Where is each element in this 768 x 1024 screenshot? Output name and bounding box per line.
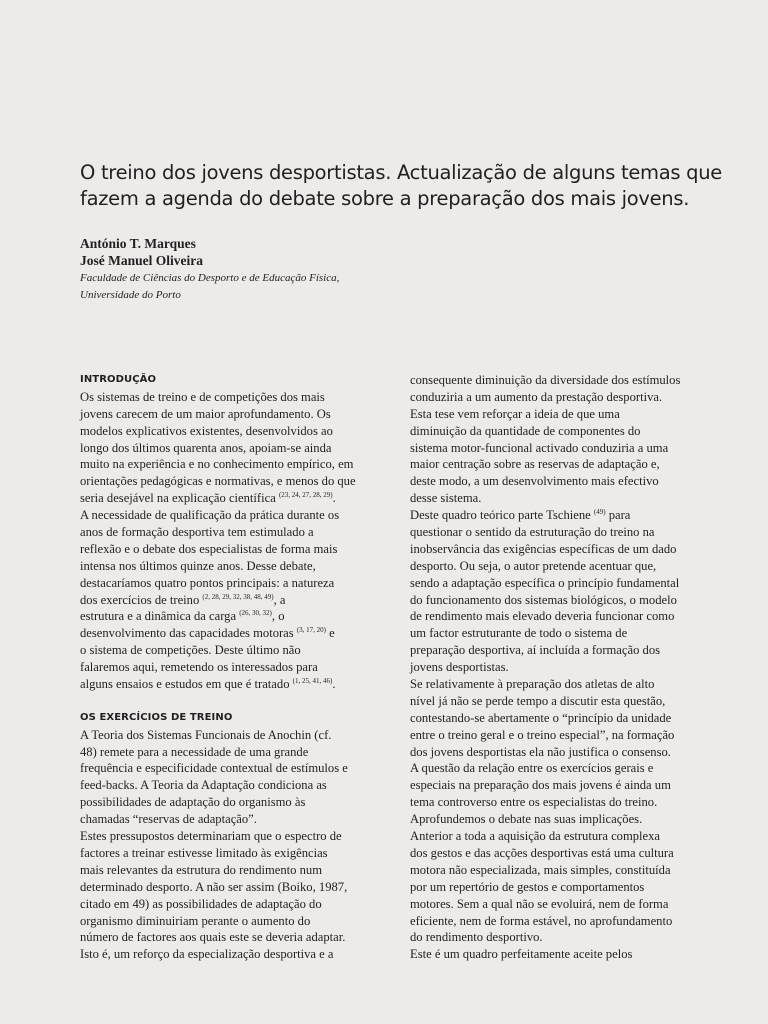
text-line-body: sendo a adaptação específica o princípio fundamental: [410, 575, 680, 590]
text-line: [410, 659, 730, 676]
text-line-body: anos de formação desportiva tem estimulado a: [80, 525, 314, 540]
text-line: [80, 811, 400, 828]
text-line-body: A questão da relação entre os exercícios gerais e: [410, 761, 654, 776]
text-line-body: citado em 49) as possibilidades de adaptação do: [80, 896, 322, 911]
text-line: [80, 423, 400, 440]
text-line: [80, 456, 400, 473]
text-line-body: nível já não se perde tempo a discutir esta questão,: [410, 693, 666, 708]
text-line-body: Esta tese vem reforçar a ideia de que uma: [410, 406, 620, 421]
text-line: [410, 727, 730, 744]
text-line-body: desse sistema.: [410, 491, 482, 506]
text-line-body: por um repertório de gestos e comportamentos: [410, 879, 645, 894]
text-line-body: desporto. Ou seja, o autor pretende acentuar que,: [410, 558, 657, 573]
citation-reference: (2, 28, 29, 32, 38, 48, 49): [202, 592, 274, 601]
text-line: [410, 777, 730, 794]
title-line: fazem a agenda do debate sobre a preparação dos mais jovens.: [80, 187, 690, 210]
text-line-body: chamadas “reservas de adaptação”.: [80, 812, 257, 827]
text-line: [410, 372, 730, 389]
text-line: [410, 862, 730, 879]
text-line: [410, 389, 730, 406]
paragraph-gap: [80, 693, 400, 710]
text-line-body: Estes pressupostos determinariam que o espectro de: [80, 829, 342, 844]
article-title: [80, 160, 740, 212]
text-line-body: desenvolvimento das capacidades motoras: [80, 626, 297, 641]
text-line: [410, 490, 730, 507]
affiliation-line: Faculdade de Ciências do Desporto e de Educação Física,: [80, 272, 340, 284]
text-line: [410, 946, 730, 963]
text-line: [80, 828, 400, 845]
text-line: [410, 456, 730, 473]
text-line-body: estrutura e a dinâmica da carga: [80, 609, 240, 624]
text-line-body: o sistema de competições. Deste último não: [80, 643, 301, 658]
left-column: [80, 372, 400, 963]
text-line: [80, 406, 400, 423]
text-line-tail: , a: [273, 592, 286, 607]
text-line: [80, 608, 400, 625]
text-line: [410, 524, 730, 541]
text-line: [80, 862, 400, 879]
text-line-body: longo dos últimos quarenta anos, apoiam-se ainda: [80, 440, 332, 455]
text-line-tail: .: [332, 677, 336, 692]
text-line-body: contestando-se abertamente o “princípio da unidade: [410, 710, 672, 725]
text-line: [80, 524, 400, 541]
text-line: [80, 845, 400, 862]
text-line-body: conduziria a um aumento da prestação desportiva.: [410, 389, 663, 404]
citation-reference: (23, 24, 27, 28, 29): [278, 491, 333, 500]
text-line-body: factores a treinar estivesse limitado às exigências: [80, 845, 328, 860]
text-line-body: mais relevantes da estrutura do rendimento num: [80, 862, 323, 877]
text-line-body: Isto é, um reforço da especialização desportiva e a: [80, 947, 334, 962]
text-line-body: destacaríamos quatro pontos principais: a natureza: [80, 575, 335, 590]
text-line: [80, 744, 400, 761]
text-line: [410, 879, 730, 896]
text-line-body: determinado desporto. A não ser assim (Boiko, 1987,: [80, 879, 348, 894]
text-line-tail: .: [332, 491, 336, 506]
text-line: [80, 592, 400, 609]
text-line: [410, 558, 730, 575]
text-line: [410, 693, 730, 710]
text-line: [410, 710, 730, 727]
text-line: [410, 592, 730, 609]
text-line-body: seria desejável na explicação científica: [80, 491, 279, 506]
text-line-body: sistema motor-funcional activado conduziria a uma: [410, 440, 669, 455]
text-line: [410, 929, 730, 946]
text-line-body: A necessidade de qualificação da prática durante os: [80, 508, 340, 523]
text-line: [80, 575, 400, 592]
text-line-tail: , o: [271, 609, 285, 624]
text-line-body: dos jovens desportistas ela não justifica o consenso.: [410, 744, 671, 759]
text-line: [80, 727, 400, 744]
text-line-body: do rendimento desportivo.: [410, 930, 543, 945]
text-line-body: dos exercícios de treino: [80, 592, 203, 607]
citation-reference: (1, 25, 41, 46): [292, 677, 333, 686]
affiliation: [80, 270, 500, 304]
text-line-body: motores. Sem a qual não se evoluirá, nem de forma: [410, 896, 669, 911]
text-line: [80, 507, 400, 524]
text-line-body: jovens desportistas.: [410, 660, 509, 675]
text-line: [410, 828, 730, 845]
title-line: O treino dos jovens desportistas. Actualização de alguns temas que: [80, 161, 722, 184]
text-line-body: Aprofundemos o debate nas suas implicações.: [410, 812, 643, 827]
text-line: [410, 507, 730, 524]
text-line-body: intensa nos últimos quinze anos. Desse debate,: [80, 558, 316, 573]
section-heading: OS EXERCÍCIOS DE TREINO: [80, 711, 233, 723]
text-line: [410, 406, 730, 423]
text-line: [410, 896, 730, 913]
text-line: [80, 777, 400, 794]
text-line: [80, 946, 400, 963]
text-line-tail: para: [605, 508, 631, 523]
text-line: [410, 575, 730, 592]
text-line-body: Este é um quadro perfeitamente aceite pelos: [410, 947, 633, 962]
text-line-body: jovens carecem de um maior aprofundamento. Os: [80, 406, 331, 421]
text-line-body: Deste quadro teórico parte Tschiene: [410, 508, 594, 523]
text-line: [80, 389, 400, 406]
right-column: [410, 372, 730, 963]
text-line-body: reflexão e o debate dos especialistas de forma mais: [80, 541, 338, 556]
author-name: António T. Marques: [80, 236, 196, 251]
text-line-body: possibilidades de adaptação do organismo às: [80, 795, 306, 810]
text-line: [410, 625, 730, 642]
text-line-body: Anterior a toda a aquisição da estrutura complexa: [410, 829, 661, 844]
citation-reference: (26, 30, 32): [239, 609, 272, 618]
text-line-body: modelos explicativos existentes, desenvolvidos ao: [80, 423, 333, 438]
affiliation-line: Universidade do Porto: [80, 289, 181, 301]
text-line-body: dos gestos e das acções desportivas está uma cultura: [410, 845, 674, 860]
text-line: [80, 541, 400, 558]
text-line-body: consequente diminuição da diversidade dos estímulos: [410, 373, 681, 387]
text-line-body: eficiente, nem de forma estável, no aprofundamento: [410, 913, 673, 928]
text-line-body: especiais na preparação dos mais jovens é ainda um: [410, 778, 671, 793]
text-line: [410, 744, 730, 761]
text-line: [80, 794, 400, 811]
text-line: [410, 423, 730, 440]
text-line: [80, 879, 400, 896]
text-line: [410, 608, 730, 625]
text-line-body: tema controverso entre os especialistas do treino.: [410, 795, 658, 810]
text-line-body: alguns ensaios e estudos em que é tratado: [80, 677, 293, 692]
citation-reference: (3, 17, 20): [296, 626, 326, 635]
text-line-tail: e: [326, 626, 335, 641]
text-line-body: 48) remete para a necessidade de uma grande: [80, 744, 309, 759]
text-line-body: falaremos aqui, remetendo os interessados para: [80, 660, 318, 675]
text-line-body: feed-backs. A Teoria da Adaptação condiciona as: [80, 778, 327, 793]
section-heading: INTRODUÇÃO: [80, 374, 157, 385]
text-line-body: motora não especializada, mais simples, constituída: [410, 862, 671, 877]
text-line-body: Se relativamente à preparação dos atletas de alto: [410, 677, 655, 692]
text-line: [80, 473, 400, 490]
text-line-body: de rendimento mais elevado deveria funcionar como: [410, 609, 675, 624]
text-line: [80, 659, 400, 676]
text-line-body: maior centração sobre as reservas de adaptação e,: [410, 457, 660, 472]
text-line: [80, 913, 400, 930]
text-line-body: Os sistemas de treino e de competições dos mais: [80, 389, 325, 404]
author-list: [80, 235, 480, 269]
text-line-body: deste modo, a um desenvolvimento mais efectivo: [410, 474, 659, 489]
text-line: [80, 490, 400, 507]
text-line: [80, 558, 400, 575]
text-line: [80, 929, 400, 946]
text-line: [410, 440, 730, 457]
text-line-body: diminuição da quantidade de componentes do: [410, 423, 641, 438]
citation-reference: (49): [593, 508, 606, 517]
text-line-body: frequência e especificidade contextual de estímulos e: [80, 761, 348, 776]
text-line: [80, 625, 400, 642]
author-name: José Manuel Oliveira: [80, 253, 203, 268]
text-line: [410, 845, 730, 862]
text-line-body: do funcionamento dos sistemas biológicos, o modelo: [410, 592, 677, 607]
text-line-body: um factor estruturante de todo o sistema de: [410, 626, 628, 641]
text-line: [410, 913, 730, 930]
text-line: [410, 760, 730, 777]
text-line-body: orientações pedagógicas e normativas, e menos do que: [80, 474, 356, 489]
text-line-body: preparação desportiva, aí incluída a formação dos: [410, 643, 661, 658]
text-line-body: A Teoria dos Sistemas Funcionais de Anochin (cf.: [80, 727, 332, 742]
text-line-body: número de factores aos quais este se deveria adaptar.: [80, 930, 346, 945]
text-line: [410, 473, 730, 490]
text-line: [410, 676, 730, 693]
text-line-body: muito na experiência e no conhecimento empírico, em: [80, 457, 354, 472]
text-line-body: organismo diminuiriam perante o aumento do: [80, 913, 311, 928]
text-line-body: questionar o sentido da estruturação do treino na: [410, 525, 655, 540]
text-line: [80, 676, 400, 693]
text-line: [80, 440, 400, 457]
text-line-body: inobservância das exigências específicas de um dado: [410, 541, 677, 556]
text-line: [80, 896, 400, 913]
text-line: [410, 642, 730, 659]
text-line: [80, 642, 400, 659]
text-line: [410, 794, 730, 811]
text-line-body: entre o treino geral e o treino especial”, na formação: [410, 727, 675, 742]
text-line: [80, 760, 400, 777]
text-line: [410, 811, 730, 828]
text-line: [410, 541, 730, 558]
